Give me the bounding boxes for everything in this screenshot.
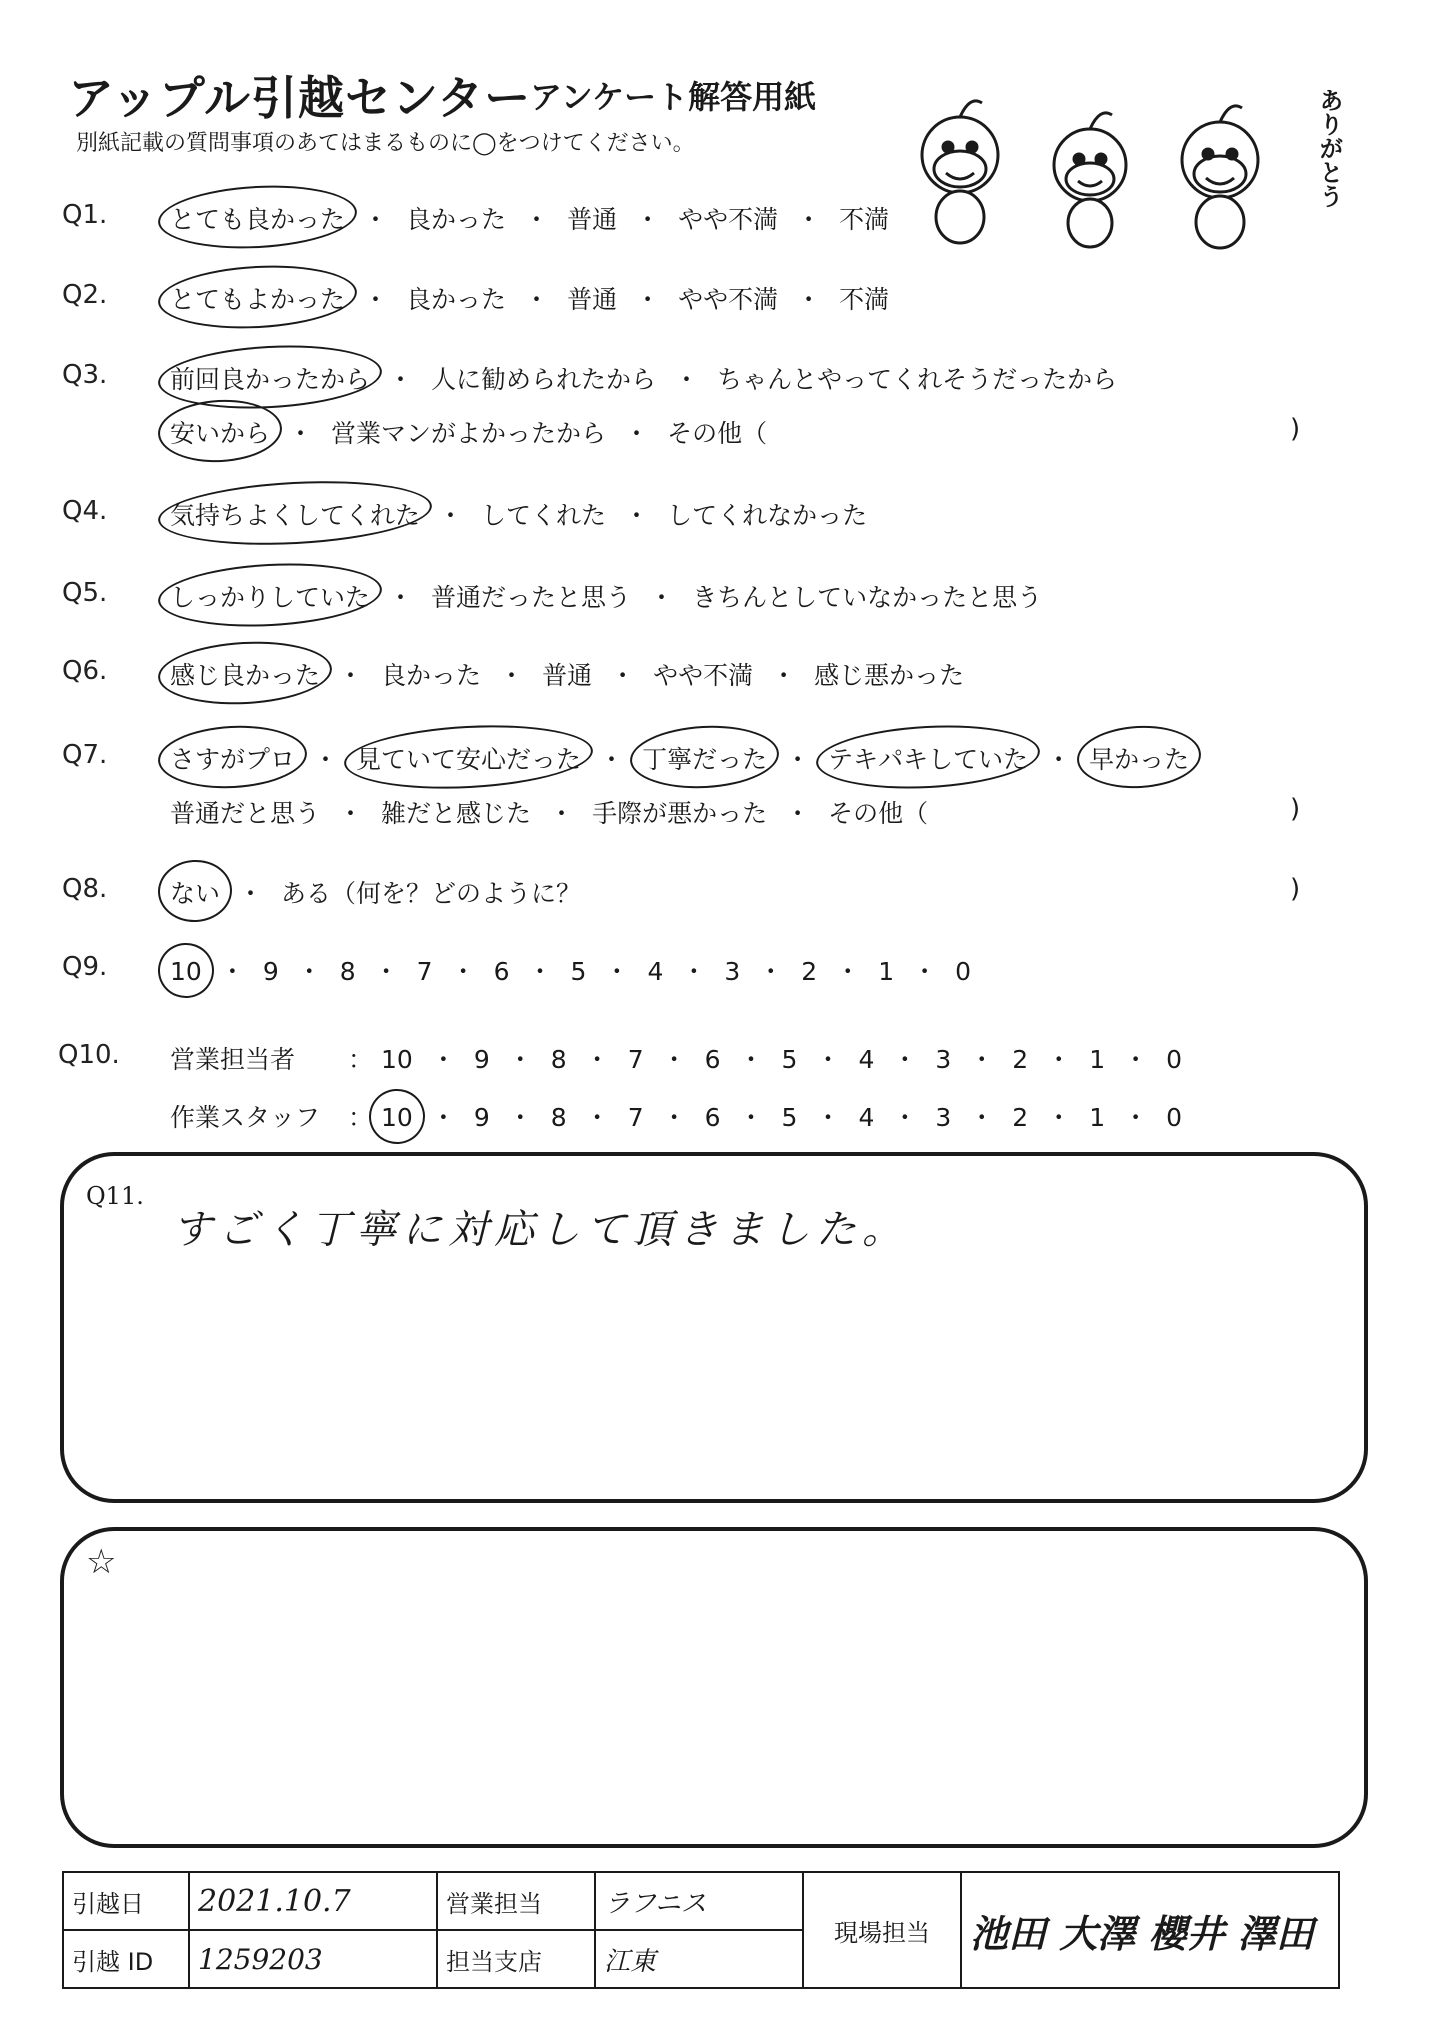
q1-option[interactable]: 不満 xyxy=(839,205,890,234)
q9-option[interactable]: 10 xyxy=(170,957,202,986)
q10-score-option[interactable]: 5 xyxy=(781,1045,798,1074)
q7-option[interactable]: テキパキしていた xyxy=(828,740,1028,776)
q9-option[interactable]: 2 xyxy=(801,957,818,986)
branch-text: 江東 xyxy=(604,1946,657,1977)
q7-options-row xyxy=(170,794,928,830)
instructions: 別紙記載の質問事項のあてはまるものに◯をつけてください。 xyxy=(76,131,695,156)
monkey-mascots-icon xyxy=(900,60,1340,250)
q10-score-option[interactable]: 10 xyxy=(381,1045,413,1074)
separator: ・ xyxy=(835,957,861,986)
q10-score-option[interactable]: 3 xyxy=(935,1103,952,1132)
separator: ・ xyxy=(527,957,553,986)
q5-option[interactable]: 普通だったと思う xyxy=(431,583,632,612)
q7-option[interactable]: 見ていて安心だった xyxy=(356,740,581,776)
separator: ・ xyxy=(892,1103,918,1132)
q10-score-option[interactable]: 5 xyxy=(781,1103,798,1132)
q3-close-paren: ) xyxy=(1290,414,1301,444)
q3-option[interactable]: 前回良かったから xyxy=(170,360,370,396)
separator: ・ xyxy=(1123,1045,1149,1074)
q8-options-row xyxy=(170,874,581,910)
separator: ・ xyxy=(661,1045,687,1074)
q7-option[interactable]: 手際が悪かった xyxy=(592,799,768,828)
separator: ・ xyxy=(373,957,399,986)
separator: ・ xyxy=(363,285,389,314)
q9-options-row xyxy=(170,952,971,988)
q1-option[interactable]: 普通 xyxy=(567,205,618,234)
q10-score-option[interactable]: 0 xyxy=(1166,1103,1183,1132)
q9-option[interactable]: 3 xyxy=(724,957,741,986)
q8-label: Q8. xyxy=(62,874,108,904)
q2-option[interactable]: とてもよかった xyxy=(170,280,345,316)
q10-score-option[interactable]: 7 xyxy=(627,1045,644,1074)
q10-score-row xyxy=(170,1040,1182,1076)
q6-option[interactable]: 良かった xyxy=(381,661,482,690)
q3-option[interactable]: ちゃんとやってくれそうだったから xyxy=(717,365,1118,394)
separator: ・ xyxy=(238,879,264,908)
q4-options-row xyxy=(170,496,867,532)
move-date-text: 2021.10.7 xyxy=(198,1883,351,1919)
separator: ・ xyxy=(219,957,245,986)
separator: ・ xyxy=(892,1045,918,1074)
q7-options-row xyxy=(170,740,1189,776)
site-staff-value xyxy=(961,1872,1339,1988)
separator: ・ xyxy=(524,205,550,234)
q4-option[interactable]: 気持ちよくしてくれた xyxy=(170,496,420,532)
branch-value xyxy=(595,1930,803,1988)
sales-text: ラフニス xyxy=(604,1888,707,1919)
separator: ・ xyxy=(681,957,707,986)
separator: ・ xyxy=(430,1103,456,1132)
site-label: 現場担当 xyxy=(803,1872,961,1988)
sales-label: 営業担当 xyxy=(437,1872,595,1930)
separator: ・ xyxy=(649,583,675,612)
separator: ・ xyxy=(313,745,339,774)
q10-label: Q10. xyxy=(58,1040,120,1070)
separator: ・ xyxy=(610,661,636,690)
separator: ・ xyxy=(635,205,661,234)
separator: ・ xyxy=(1123,1103,1149,1132)
q7-option[interactable]: さすがプロ xyxy=(170,740,295,776)
move-id-value xyxy=(189,1930,437,1988)
separator: ・ xyxy=(430,1045,456,1074)
q4-option[interactable]: してくれなかった xyxy=(667,501,868,530)
q2-option[interactable]: 普通 xyxy=(567,285,618,314)
separator: ・ xyxy=(499,661,525,690)
separator: ・ xyxy=(624,419,650,448)
q10-score-option[interactable]: 2 xyxy=(1012,1045,1029,1074)
star-icon: ☆ xyxy=(86,1542,117,1582)
q4-option[interactable]: してくれた xyxy=(481,501,607,530)
q10-score-row xyxy=(170,1098,1182,1134)
separator: ・ xyxy=(771,661,797,690)
q6-option[interactable]: やや不満 xyxy=(653,661,754,690)
q1-option[interactable]: 良かった xyxy=(406,205,507,234)
separator: ・ xyxy=(969,1045,995,1074)
q10-score-option[interactable]: 8 xyxy=(550,1103,567,1132)
separator: ・ xyxy=(815,1103,841,1132)
form-subtitle: アンケート解答用紙 xyxy=(530,78,817,116)
separator: ・ xyxy=(1046,1045,1072,1074)
q10-score-option[interactable]: 2 xyxy=(1012,1103,1029,1132)
q7-option[interactable]: 雑だと感じた xyxy=(381,799,532,828)
separator: ・ xyxy=(674,365,700,394)
separator: ・ xyxy=(524,285,550,314)
separator: ・ xyxy=(549,799,575,828)
separator: ・ xyxy=(661,1103,687,1132)
branch-label: 担当支店 xyxy=(437,1930,595,1988)
separator: ・ xyxy=(363,205,389,234)
colon: ： xyxy=(348,1045,374,1074)
separator: ・ xyxy=(584,1045,610,1074)
site-staff-text: 池田 大澤 櫻井 澤田 xyxy=(970,1910,1314,1956)
q3-option[interactable]: その他（ xyxy=(667,419,768,448)
q9-label: Q9. xyxy=(62,952,108,982)
separator: ・ xyxy=(296,957,322,986)
q5-option[interactable]: きちんとしていなかったと思う xyxy=(692,583,1043,612)
q10-score-option[interactable]: 4 xyxy=(858,1045,875,1074)
separator: ・ xyxy=(738,1045,764,1074)
q6-option[interactable]: 感じ良かった xyxy=(170,656,320,692)
q2-option[interactable]: 良かった xyxy=(406,285,507,314)
q8-option[interactable]: ない xyxy=(170,874,220,910)
q10-score-option[interactable]: 10 xyxy=(381,1103,413,1132)
q4-label: Q4. xyxy=(62,496,108,526)
separator: ・ xyxy=(796,285,822,314)
q10-score-option[interactable]: 3 xyxy=(935,1045,952,1074)
q9-option[interactable]: 6 xyxy=(493,957,510,986)
separator: ・ xyxy=(912,957,938,986)
q10-score-option[interactable]: 6 xyxy=(704,1045,721,1074)
q8-option[interactable]: ある（何を？どのように？ xyxy=(281,879,582,908)
q10-score-option[interactable]: 6 xyxy=(704,1103,721,1132)
separator: ・ xyxy=(450,957,476,986)
separator: ・ xyxy=(288,419,314,448)
thanks-text: ありがとう xyxy=(1315,88,1343,208)
separator: ・ xyxy=(438,501,464,530)
separator: ・ xyxy=(338,799,364,828)
q3-options-row xyxy=(170,360,1117,396)
move-id-label: 引越 ID xyxy=(63,1930,189,1988)
separator: ・ xyxy=(604,957,630,986)
q7-close-paren: ) xyxy=(1290,794,1301,824)
q3-option[interactable]: 安いから xyxy=(170,414,270,450)
separator: ・ xyxy=(507,1045,533,1074)
q10-score-option[interactable]: 9 xyxy=(473,1103,490,1132)
q9-option[interactable]: 9 xyxy=(262,957,279,986)
q8-close-paren: ) xyxy=(1290,874,1301,904)
q10-row-name: 作業スタッフ xyxy=(170,1103,321,1132)
q6-label: Q6. xyxy=(62,656,108,686)
q3-option[interactable]: 人に勧められたから xyxy=(431,365,657,394)
q10-score-option[interactable]: 9 xyxy=(473,1045,490,1074)
q9-option[interactable]: 1 xyxy=(878,957,895,986)
move-date-value xyxy=(189,1872,437,1930)
separator: ・ xyxy=(796,205,822,234)
separator: ・ xyxy=(624,501,650,530)
q6-option[interactable]: 普通 xyxy=(542,661,593,690)
q10-score-option[interactable]: 1 xyxy=(1089,1103,1106,1132)
q5-label: Q5. xyxy=(62,578,108,608)
separator: ・ xyxy=(635,285,661,314)
q9-option[interactable]: 7 xyxy=(416,957,433,986)
sales-value xyxy=(595,1872,803,1930)
separator: ・ xyxy=(815,1045,841,1074)
q9-option[interactable]: 0 xyxy=(955,957,972,986)
separator: ・ xyxy=(338,661,364,690)
q9-option[interactable]: 8 xyxy=(339,957,356,986)
q10-row-name: 営業担当者 xyxy=(170,1045,296,1074)
separator: ・ xyxy=(1046,1103,1072,1132)
form-title: アップル引越センター xyxy=(68,71,532,125)
q2-options-row xyxy=(170,280,889,316)
q9-option[interactable]: 5 xyxy=(570,957,587,986)
q1-label: Q1. xyxy=(62,200,108,230)
q6-option[interactable]: 感じ悪かった xyxy=(814,661,965,690)
separator: ・ xyxy=(785,799,811,828)
q10-score-option[interactable]: 4 xyxy=(858,1103,875,1132)
q10-score-option[interactable]: 7 xyxy=(627,1103,644,1132)
separator: ・ xyxy=(969,1103,995,1132)
q1-option[interactable]: とても良かった xyxy=(170,200,345,236)
q2-label: Q2. xyxy=(62,280,108,310)
move-date-label: 引越日 xyxy=(63,1872,189,1930)
q3-label: Q3. xyxy=(62,360,108,390)
q10-score-option[interactable]: 0 xyxy=(1166,1045,1183,1074)
q5-options-row xyxy=(170,578,1042,614)
separator: ・ xyxy=(1046,745,1072,774)
q3-options-row xyxy=(170,414,767,450)
q7-label: Q7. xyxy=(62,740,108,770)
footer-table xyxy=(62,1871,1340,1989)
q6-options-row xyxy=(170,656,964,692)
q10-score-option[interactable]: 1 xyxy=(1089,1045,1106,1074)
q10-score-option[interactable]: 8 xyxy=(550,1045,567,1074)
separator: ・ xyxy=(388,365,414,394)
q7-option[interactable]: その他（ xyxy=(828,799,929,828)
separator: ・ xyxy=(599,745,625,774)
q1-option[interactable]: やや不満 xyxy=(678,205,779,234)
q7-option[interactable]: 早かった xyxy=(1089,740,1189,776)
q11-answer-text: すごく丁寧に対応して頂きました。 xyxy=(172,1207,908,1253)
separator: ・ xyxy=(785,745,811,774)
q7-option[interactable]: 丁寧だった xyxy=(642,740,767,776)
colon: ： xyxy=(348,1103,374,1132)
q9-option[interactable]: 4 xyxy=(647,957,664,986)
separator: ・ xyxy=(584,1103,610,1132)
q3-option[interactable]: 営業マンがよかったから xyxy=(331,419,607,448)
separator: ・ xyxy=(738,1103,764,1132)
q7-option[interactable]: 普通だと思う xyxy=(170,799,321,828)
separator: ・ xyxy=(507,1103,533,1132)
comment-box xyxy=(60,1527,1368,1848)
q1-options-row xyxy=(170,200,889,236)
q5-option[interactable]: しっかりしていた xyxy=(170,578,370,614)
move-id-text: 1259203 xyxy=(198,1942,323,1976)
q2-option[interactable]: やや不満 xyxy=(678,285,779,314)
q11-label: Q11. xyxy=(86,1182,144,1210)
q2-option[interactable]: 不満 xyxy=(839,285,890,314)
separator: ・ xyxy=(388,583,414,612)
separator: ・ xyxy=(758,957,784,986)
